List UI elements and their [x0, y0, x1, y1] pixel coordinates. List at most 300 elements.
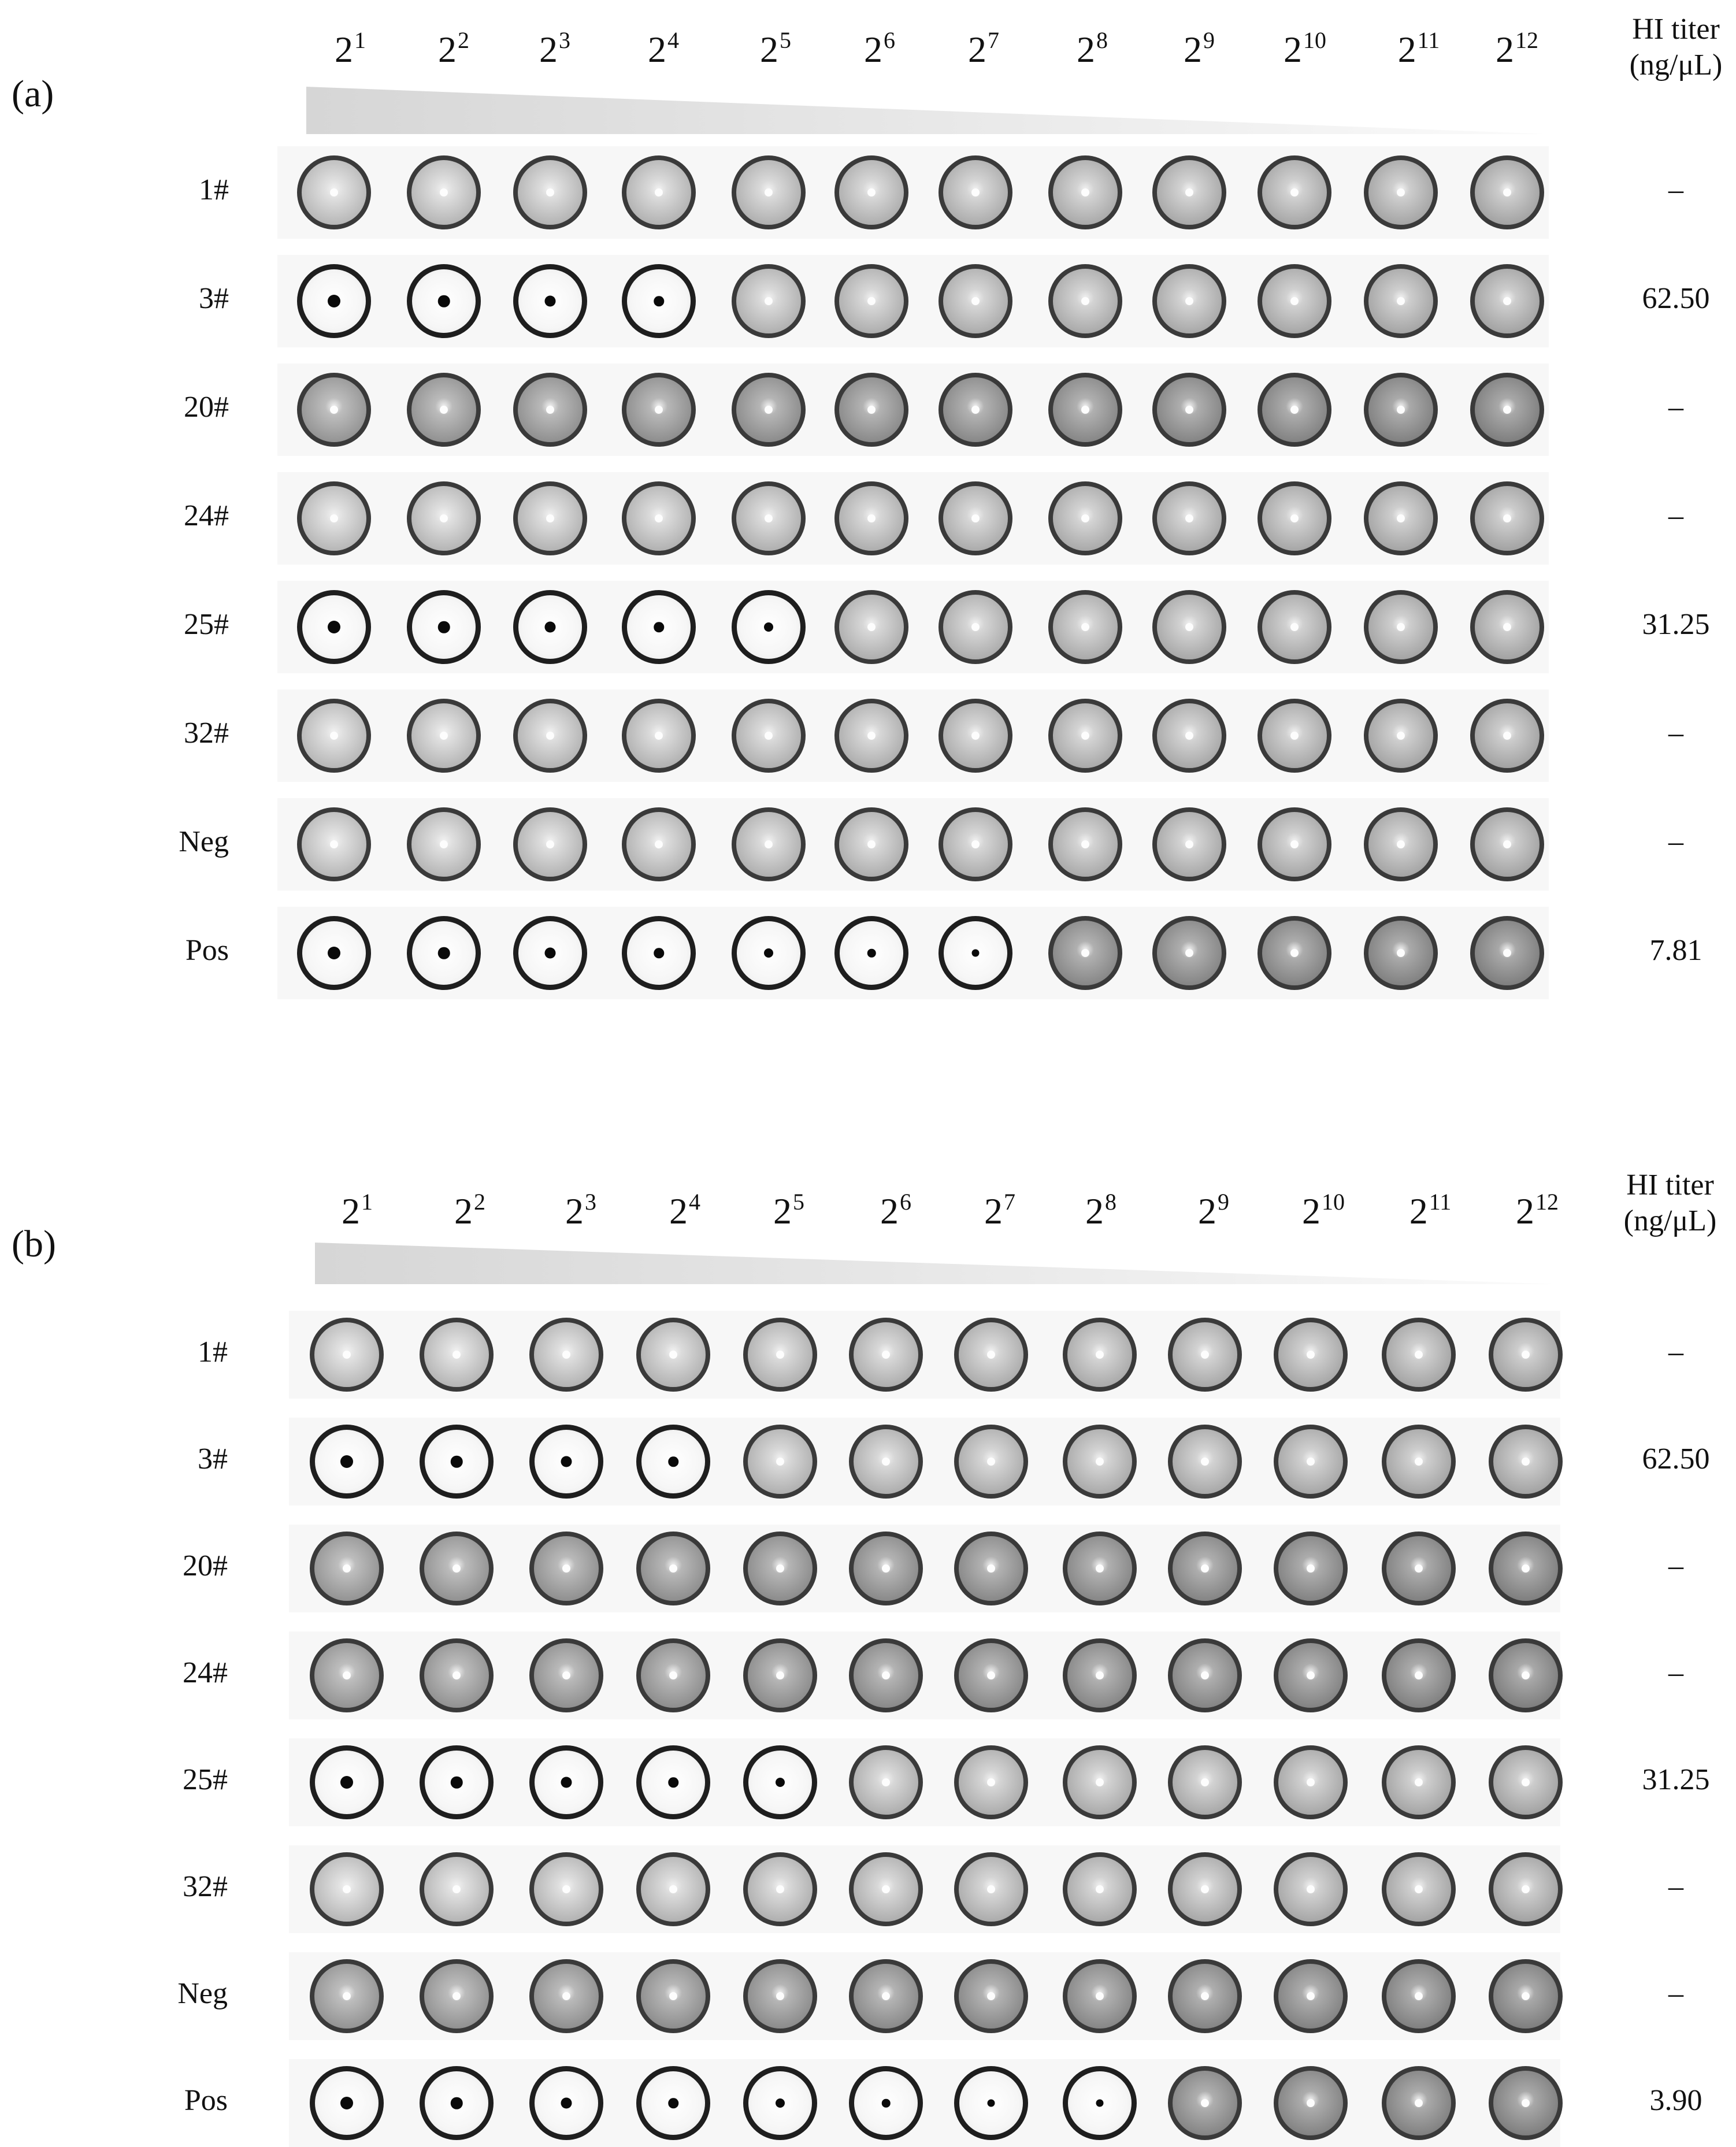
well-agglutinated	[310, 1638, 384, 1712]
dilution-exponent: 6	[900, 1189, 911, 1215]
hi-titer-value: 31.25	[1642, 608, 1710, 641]
well-center-spot	[765, 840, 773, 848]
dilution-base: 2	[539, 29, 558, 70]
well-agglutinated	[1168, 1959, 1242, 2033]
well-agglutinated	[1470, 916, 1544, 990]
well-agglutinated	[310, 1959, 384, 2033]
titer-header	[1612, 1167, 1728, 1239]
well-agglutinated	[297, 699, 371, 773]
well-agglutinated	[1152, 699, 1226, 773]
rbc-button-dot	[882, 2099, 891, 2108]
well-agglutinated	[1258, 155, 1331, 229]
rbc-button-dot	[668, 1777, 678, 1788]
well-agglutinated	[1489, 2066, 1563, 2140]
dilution-exponent: 12	[1515, 27, 1538, 53]
well-agglutinated	[1048, 916, 1122, 990]
well-center-spot	[1185, 840, 1193, 848]
well-agglutinated	[1048, 373, 1122, 447]
well-agglutinated	[954, 1745, 1028, 1819]
well-agglutinated	[834, 481, 908, 555]
rbc-button-dot	[545, 948, 556, 959]
well-agglutinated	[1382, 1745, 1456, 1819]
well-center-spot	[1397, 406, 1405, 414]
well-inhibited	[310, 1425, 384, 1499]
well-center-spot	[1307, 1778, 1315, 1786]
well-agglutinated	[622, 699, 696, 773]
dilution-header	[873, 1191, 919, 1230]
dilution-exponent: 3	[559, 27, 570, 53]
well-agglutinated	[622, 155, 696, 229]
titer-header-line2: (ng/μL)	[1623, 1204, 1717, 1237]
rbc-button-dot	[328, 295, 340, 307]
titer-header-line2: (ng/μL)	[1629, 49, 1723, 81]
dilution-header	[1494, 29, 1540, 68]
sample-row-label: 25#	[184, 608, 229, 641]
well-agglutinated	[732, 373, 806, 447]
well-agglutinated	[954, 1532, 1028, 1605]
well-inhibited	[310, 2066, 384, 2140]
well-agglutinated	[1364, 155, 1438, 229]
well-inhibited	[622, 590, 696, 664]
well-center-spot	[776, 1564, 784, 1573]
well-center-spot	[1307, 1671, 1315, 1679]
well-agglutinated	[1382, 1425, 1456, 1499]
rbc-button-dot	[668, 1456, 678, 1467]
well-center-spot	[971, 297, 980, 305]
dilution-header	[558, 1191, 604, 1230]
well-agglutinated	[513, 373, 587, 447]
well-agglutinated	[1258, 699, 1331, 773]
well-center-spot	[440, 406, 448, 414]
dilution-exponent: 9	[1203, 27, 1215, 53]
well-agglutinated	[420, 1959, 494, 2033]
titer-header-line1: HI titer	[1626, 1169, 1714, 1202]
well-agglutinated	[743, 1852, 817, 1926]
well-agglutinated	[954, 1638, 1028, 1712]
well-center-spot	[987, 1992, 995, 2000]
well-center-spot	[669, 1992, 677, 2000]
well-center-spot	[882, 1778, 890, 1786]
well-inhibited	[407, 264, 481, 338]
well-agglutinated	[1274, 1745, 1348, 1819]
well-agglutinated	[1489, 1745, 1563, 1819]
well-inhibited	[420, 1745, 494, 1819]
well-center-spot	[1096, 1671, 1104, 1679]
rbc-button-dot	[776, 2098, 785, 2108]
sample-row-label: 3#	[198, 1443, 228, 1475]
well-agglutinated	[834, 699, 908, 773]
dilution-header	[327, 29, 373, 68]
well-center-spot	[971, 406, 980, 414]
well-center-spot	[882, 1564, 890, 1573]
well-agglutinated	[420, 1318, 494, 1392]
well-agglutinated	[513, 807, 587, 881]
well-agglutinated	[1382, 1638, 1456, 1712]
dilution-header	[960, 29, 1007, 68]
well-center-spot	[452, 1671, 461, 1679]
well-agglutinated	[297, 155, 371, 229]
dilution-base: 2	[1077, 29, 1095, 70]
well-inhibited	[954, 2066, 1028, 2140]
rbc-button-dot	[438, 621, 450, 633]
well-agglutinated	[1274, 1959, 1348, 2033]
well-center-spot	[1290, 732, 1299, 740]
well-center-spot	[669, 1671, 677, 1679]
well-agglutinated	[407, 373, 481, 447]
well-center-spot	[1415, 1351, 1423, 1359]
well-agglutinated	[636, 1318, 710, 1392]
dilution-base: 2	[669, 1191, 688, 1232]
well-center-spot	[452, 1564, 461, 1573]
titer-header	[1618, 12, 1734, 83]
sample-row-label: 32#	[184, 717, 229, 750]
dilution-header	[1396, 29, 1442, 68]
well-agglutinated	[1048, 590, 1122, 664]
well-agglutinated	[1152, 155, 1226, 229]
well-center-spot	[987, 1458, 995, 1466]
rbc-button-dot	[340, 2097, 353, 2109]
well-center-spot	[1415, 1458, 1423, 1466]
well-agglutinated	[834, 807, 908, 881]
dilution-exponent: 9	[1218, 1189, 1229, 1215]
well-center-spot	[1415, 1885, 1423, 1893]
well-center-spot	[987, 1671, 995, 1679]
dilution-header	[1300, 1191, 1346, 1230]
well-center-spot	[1185, 406, 1193, 414]
rbc-button-dot	[1096, 2100, 1104, 2107]
well-agglutinated	[529, 1852, 603, 1926]
well-center-spot	[867, 514, 876, 522]
well-agglutinated	[1489, 1638, 1563, 1712]
well-inhibited	[529, 2066, 603, 2140]
rbc-button-dot	[328, 947, 340, 959]
well-agglutinated	[1258, 590, 1331, 664]
well-inhibited	[1063, 2066, 1137, 2140]
well-agglutinated	[1274, 1532, 1348, 1605]
well-agglutinated	[954, 1852, 1028, 1926]
dilution-header	[1190, 1191, 1237, 1230]
well-agglutinated	[1274, 1425, 1348, 1499]
well-center-spot	[987, 1564, 995, 1573]
dilution-header	[1176, 29, 1222, 68]
well-center-spot	[1096, 1778, 1104, 1786]
dilution-exponent: 10	[1322, 1189, 1345, 1215]
rbc-button-dot	[561, 1456, 572, 1467]
well-center-spot	[1397, 514, 1405, 522]
well-center-spot	[546, 732, 554, 740]
well-agglutinated	[1274, 1318, 1348, 1392]
well-center-spot	[1415, 1992, 1423, 2000]
well-center-spot	[1307, 1992, 1315, 2000]
well-agglutinated	[636, 1532, 710, 1605]
well-center-spot	[1201, 1778, 1209, 1786]
sample-row-label: 25#	[183, 1763, 228, 1796]
well-center-spot	[1081, 949, 1089, 957]
dilution-header	[1407, 1191, 1453, 1230]
well-center-spot	[1096, 1351, 1104, 1359]
sample-row-label: 1#	[199, 173, 229, 206]
well-center-spot	[1503, 406, 1511, 414]
well-agglutinated	[954, 1318, 1028, 1392]
well-center-spot	[1290, 949, 1299, 957]
well-center-spot	[867, 840, 876, 848]
well-center-spot	[1307, 1564, 1315, 1573]
sample-row-label: 24#	[184, 499, 229, 532]
well-inhibited	[622, 264, 696, 338]
well-inhibited	[636, 2066, 710, 2140]
well-center-spot	[1522, 1351, 1530, 1359]
well-agglutinated	[420, 1638, 494, 1712]
dilution-exponent: 4	[667, 27, 679, 53]
well-center-spot	[776, 1671, 784, 1679]
well-agglutinated	[1063, 1532, 1137, 1605]
well-inhibited	[849, 2066, 923, 2140]
well-agglutinated	[1258, 807, 1331, 881]
dilution-base: 2	[1302, 1191, 1320, 1232]
well-inhibited	[297, 264, 371, 338]
well-center-spot	[776, 1992, 784, 2000]
dilution-base: 2	[1085, 1191, 1104, 1232]
hi-titer-value: –	[1668, 499, 1683, 532]
rbc-button-dot	[988, 2100, 995, 2107]
well-center-spot	[1290, 188, 1299, 196]
well-agglutinated	[743, 1959, 817, 2033]
well-inhibited	[636, 1425, 710, 1499]
well-center-spot	[882, 1351, 890, 1359]
well-center-spot	[546, 514, 554, 522]
well-inhibited	[636, 1745, 710, 1819]
rbc-button-dot	[451, 1456, 463, 1468]
dilution-header	[532, 29, 578, 68]
well-center-spot	[1503, 732, 1511, 740]
well-center-spot	[1096, 1885, 1104, 1893]
well-center-spot	[1081, 840, 1089, 848]
dilution-exponent: 8	[1096, 27, 1108, 53]
dilution-header	[1282, 29, 1328, 68]
hi-titer-value: 62.50	[1642, 1443, 1710, 1475]
dilution-exponent: 8	[1105, 1189, 1116, 1215]
well-center-spot	[440, 840, 448, 848]
well-center-spot	[1503, 514, 1511, 522]
rbc-button-dot	[561, 2098, 572, 2109]
dilution-header	[334, 1191, 380, 1230]
well-agglutinated	[1470, 264, 1544, 338]
hi-titer-value: 7.81	[1649, 934, 1702, 967]
well-agglutinated	[407, 155, 481, 229]
sample-row-label: 24#	[183, 1656, 228, 1689]
rbc-button-dot	[340, 1455, 353, 1468]
well-inhibited	[513, 916, 587, 990]
well-agglutinated	[939, 807, 1012, 881]
well-center-spot	[1081, 514, 1089, 522]
well-center-spot	[655, 406, 663, 414]
well-center-spot	[1081, 406, 1089, 414]
well-center-spot	[440, 188, 448, 196]
well-center-spot	[882, 1885, 890, 1893]
sample-row-label: 32#	[183, 1870, 228, 1903]
well-agglutinated	[1168, 2066, 1242, 2140]
well-center-spot	[440, 732, 448, 740]
well-center-spot	[1290, 406, 1299, 414]
well-center-spot	[330, 406, 338, 414]
well-agglutinated	[1152, 916, 1226, 990]
well-center-spot	[1522, 1564, 1530, 1573]
well-agglutinated	[1382, 1959, 1456, 2033]
well-agglutinated	[1470, 155, 1544, 229]
well-center-spot	[669, 1885, 677, 1893]
well-agglutinated	[743, 1638, 817, 1712]
well-agglutinated	[1168, 1638, 1242, 1712]
dilution-gradient-wedge	[315, 1243, 1557, 1284]
well-agglutinated	[1258, 373, 1331, 447]
well-center-spot	[987, 1885, 995, 1893]
well-agglutinated	[297, 807, 371, 881]
dilution-header	[640, 29, 687, 68]
rbc-button-dot	[438, 295, 450, 307]
dilution-base: 2	[1198, 1191, 1216, 1232]
dilution-base: 2	[342, 1191, 360, 1232]
well-agglutinated	[1168, 1425, 1242, 1499]
well-agglutinated	[1168, 1852, 1242, 1926]
rbc-button-dot	[764, 948, 773, 958]
well-center-spot	[882, 1992, 890, 2000]
well-center-spot	[1522, 2099, 1530, 2107]
dilution-header	[431, 29, 477, 68]
well-inhibited	[732, 916, 806, 990]
dilution-exponent: 1	[361, 1189, 373, 1215]
dilution-base: 2	[1397, 29, 1416, 70]
well-center-spot	[1081, 623, 1089, 631]
well-agglutinated	[1382, 2066, 1456, 2140]
well-agglutinated	[310, 1318, 384, 1392]
dilution-base: 2	[1284, 29, 1302, 70]
well-agglutinated	[1364, 373, 1438, 447]
rbc-button-dot	[776, 1778, 785, 1787]
well-center-spot	[1185, 623, 1193, 631]
well-center-spot	[1415, 2099, 1423, 2107]
sample-row-label: 20#	[184, 391, 229, 424]
well-center-spot	[1185, 297, 1193, 305]
well-agglutinated	[407, 699, 481, 773]
well-center-spot	[1096, 1564, 1104, 1573]
well-inhibited	[420, 1425, 494, 1499]
panel-b	[0, 1150, 1736, 2133]
dilution-header	[1078, 1191, 1124, 1230]
well-center-spot	[776, 1351, 784, 1359]
well-inhibited	[297, 590, 371, 664]
dilution-exponent: 1	[354, 27, 366, 53]
well-center-spot	[987, 1778, 995, 1786]
well-agglutinated	[1063, 1318, 1137, 1392]
well-agglutinated	[622, 481, 696, 555]
well-agglutinated	[732, 807, 806, 881]
hi-titer-value: –	[1668, 825, 1683, 858]
sample-row-label: Neg	[179, 825, 229, 858]
well-center-spot	[655, 514, 663, 522]
well-center-spot	[1522, 1778, 1530, 1786]
well-center-spot	[776, 1885, 784, 1893]
dilution-base: 2	[773, 1191, 792, 1232]
well-agglutinated	[743, 1425, 817, 1499]
well-inhibited	[513, 590, 587, 664]
well-agglutinated	[622, 807, 696, 881]
well-agglutinated	[1063, 1852, 1137, 1926]
well-agglutinated	[939, 481, 1012, 555]
well-agglutinated	[743, 1532, 817, 1605]
well-agglutinated	[732, 699, 806, 773]
dilution-exponent: 11	[1429, 1189, 1452, 1215]
well-agglutinated	[407, 481, 481, 555]
well-inhibited	[622, 916, 696, 990]
well-inhibited	[310, 1745, 384, 1819]
dilution-base: 2	[864, 29, 882, 70]
well-center-spot	[1415, 1564, 1423, 1573]
well-agglutinated	[939, 155, 1012, 229]
well-center-spot	[1503, 188, 1511, 196]
well-center-spot	[1185, 514, 1193, 522]
well-agglutinated	[732, 155, 806, 229]
well-center-spot	[546, 188, 554, 196]
well-agglutinated	[1470, 481, 1544, 555]
well-agglutinated	[1489, 1318, 1563, 1392]
well-agglutinated	[513, 481, 587, 555]
dilution-header	[1069, 29, 1115, 68]
well-agglutinated	[636, 1959, 710, 2033]
well-agglutinated	[1168, 1318, 1242, 1392]
dilution-exponent: 5	[780, 27, 791, 53]
well-center-spot	[765, 514, 773, 522]
well-center-spot	[1503, 840, 1511, 848]
well-center-spot	[1503, 297, 1511, 305]
rbc-button-dot	[668, 2098, 678, 2108]
well-agglutinated	[849, 1638, 923, 1712]
well-center-spot	[1397, 297, 1405, 305]
rbc-button-dot	[561, 1777, 572, 1788]
well-inhibited	[420, 2066, 494, 2140]
well-agglutinated	[849, 1959, 923, 2033]
rbc-button-dot	[545, 622, 556, 633]
well-center-spot	[1081, 188, 1089, 196]
well-inhibited	[743, 1745, 817, 1819]
titer-header-line1: HI titer	[1632, 13, 1720, 46]
well-agglutinated	[834, 373, 908, 447]
well-center-spot	[1307, 1458, 1315, 1466]
well-center-spot	[1201, 1458, 1209, 1466]
well-inhibited	[743, 2066, 817, 2140]
well-center-spot	[1415, 1671, 1423, 1679]
well-center-spot	[655, 732, 663, 740]
well-inhibited	[529, 1425, 603, 1499]
well-agglutinated	[529, 1959, 603, 2033]
hi-titer-value: 62.50	[1642, 282, 1710, 315]
well-center-spot	[867, 623, 876, 631]
well-agglutinated	[1470, 373, 1544, 447]
well-center-spot	[765, 406, 773, 414]
rbc-button-dot	[328, 621, 340, 633]
well-agglutinated	[1063, 1745, 1137, 1819]
well-center-spot	[1081, 732, 1089, 740]
well-agglutinated	[310, 1532, 384, 1605]
well-center-spot	[562, 1671, 570, 1679]
well-agglutinated	[513, 699, 587, 773]
well-agglutinated	[1470, 699, 1544, 773]
dilution-base: 2	[1496, 29, 1514, 70]
well-agglutinated	[529, 1318, 603, 1392]
well-center-spot	[1290, 623, 1299, 631]
dilution-base: 2	[565, 1191, 584, 1232]
sample-row-label: Pos	[185, 934, 229, 967]
well-center-spot	[1290, 514, 1299, 522]
